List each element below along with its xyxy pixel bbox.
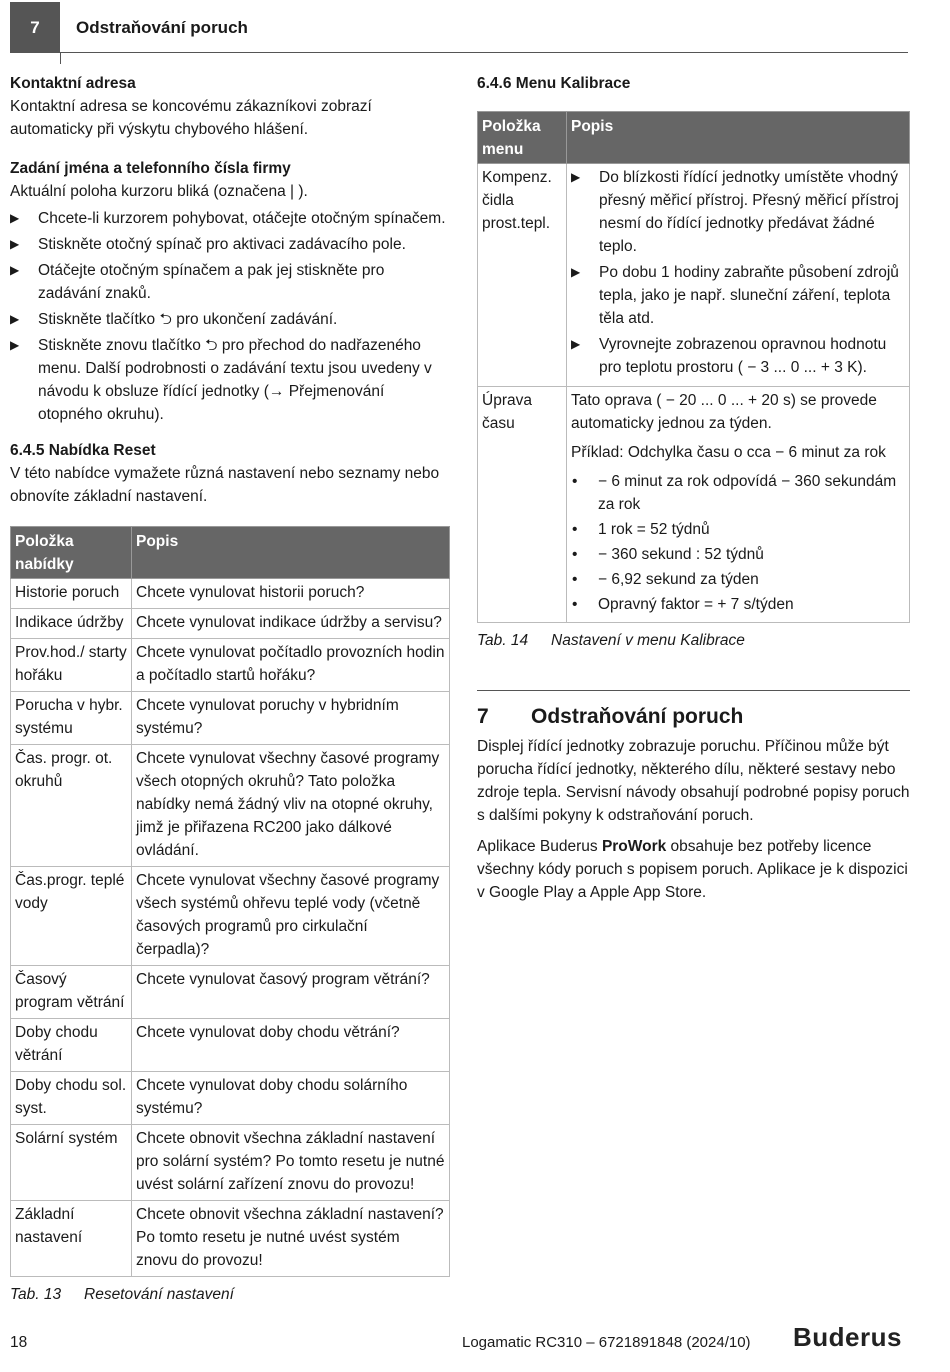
table-row [11, 966, 450, 1019]
header-tick [60, 52, 61, 64]
page-number: 18 [10, 1334, 28, 1351]
reset-intro: V této nabídce vymažete různá nastavení nebo seznamy nebo obnovíte základní nastavení. [10, 465, 440, 505]
reset-col-item: Položka nabídky [11, 527, 132, 579]
reset-item-cell: Doby chodu větrání [11, 1019, 132, 1072]
calib-example-list [571, 470, 905, 616]
reset-desc-cell: Chcete obnovit všechna základní nastavení? Po tomto resetu je nutné uvést systém znovu do provozu! [132, 1201, 450, 1277]
chapter-rule [477, 690, 910, 691]
calib-row1-item: Kompenz. čidla prost.tepl. [478, 164, 567, 387]
reset-desc-cell: Chcete vynulovat časový program větrání? [132, 966, 450, 1019]
list-item: • Opravný faktor = + 7 s/týden [572, 596, 794, 613]
calibration-table-caption: Tab. 14 Nastavení v menu Kalibrace [477, 632, 745, 649]
reset-table [10, 526, 450, 1277]
contact-text: Kontaktní adresa se koncovému zákazníkovi zobrazí automaticky při výskytu chybového hlášení. [10, 98, 372, 138]
list-item: • 1 rok = 52 týdnů [572, 521, 710, 538]
calibration-table [477, 111, 910, 623]
list-item: • − 6 minut za rok odpovídá − 360 sekundám za rok [572, 473, 897, 513]
reset-desc-cell: Chcete vynulovat všechny časové programy všech systémů ohřevu teplé vody (včetně časových programů pro cirkulační čerpadla)? [132, 867, 450, 966]
reset-item-cell: Čas. progr. ot. okruhů [11, 745, 132, 867]
reset-desc-cell: Chcete vynulovat doby chodu solárního systému? [132, 1072, 450, 1125]
triangle-right-icon: ▶ [10, 338, 20, 352]
right-column [477, 72, 910, 904]
reset-heading: 6.4.5 Nabídka Reset [10, 442, 156, 459]
calibration-heading: 6.4.6 Menu Kalibrace [477, 75, 631, 92]
table-row [11, 639, 450, 692]
list-item: • − 360 sekund : 52 týdnů [572, 546, 764, 563]
chapter-header-title: Odstraňování poruch [76, 18, 248, 37]
reset-item-cell: Doby chodu sol. syst. [11, 1072, 132, 1125]
reset-col-desc: Popis [132, 527, 450, 579]
name-text: Aktuální poloha kurzoru bliká (označena | ). [10, 183, 308, 200]
contact-heading: Kontaktní adresa [10, 75, 136, 92]
reset-item-cell: Prov.hod./ starty hořáku [11, 639, 132, 692]
table-row [11, 609, 450, 639]
triangle-right-icon: ▶ [10, 237, 20, 251]
table-row [11, 745, 450, 867]
header-rule [10, 52, 908, 53]
step-item: ▶ Do blízkosti řídící jednotky umístěte vhodný přesný měřicí přístroj. Přesný měřicí přístroj nesmí do řídící jednotky předávat žádné teplo. [571, 166, 905, 258]
reset-item-cell: Čas.progr. teplé vody [11, 867, 132, 966]
table-row [478, 164, 910, 387]
step-item: ▶ Stiskněte tlačítko ⮌ pro ukončení zadávání. [10, 308, 450, 331]
table-row [478, 387, 910, 623]
step-item: ▶ Otáčejte otočným spínačem a pak jej stiskněte pro zadávání znaků. [10, 259, 450, 305]
table-row [11, 1201, 450, 1277]
reset-desc-cell: Chcete vynulovat poruchy v hybridním systému? [132, 692, 450, 745]
step-item: ▶ Stiskněte znovu tlačítko ⮌ pro přechod do nadřazeného menu. Další podrobnosti o zadávání textu jsou uvedeny v návodu k obsluze řídící jednotky (→ Přejmenování otopného okruhu). [10, 334, 450, 426]
calib-col-item: Položka menu [478, 112, 567, 164]
chapter-heading: 7 Odstraňování poruch [477, 705, 744, 728]
chapter-paragraph-1: Displej řídící jednotky zobrazuje poruchu. Příčinou může být porucha řídící jednotky, některého dílu, některé sestavy nebo zdroje tepla. Servisní návody obsahují podrobné popisy poruch s dalšími pokyny k odstraňování poruch. [477, 738, 910, 824]
name-heading: Zadání jména a telefonního čísla firmy [10, 160, 291, 177]
chapter-number-box: 7 [10, 2, 60, 52]
triangle-right-icon: ▶ [571, 265, 581, 279]
triangle-right-icon: ▶ [571, 170, 581, 184]
reset-item-cell: Indikace údržby [11, 609, 132, 639]
reset-desc-cell: Chcete vynulovat všechny časové programy všech otopných okruhů? Tato položka nabídky nemá žádný vliv na otopné okruhy, jimž je přiřazena RC200 jako dálkové ovládání. [132, 745, 450, 867]
table-row [11, 867, 450, 966]
triangle-right-icon: ▶ [10, 211, 20, 225]
table-row [11, 1125, 450, 1201]
reset-desc-cell: Chcete vynulovat doby chodu větrání? [132, 1019, 450, 1072]
left-column [10, 72, 450, 1306]
table-row [11, 692, 450, 745]
reset-item-cell: Základní nastavení [11, 1201, 132, 1277]
table-row [11, 1019, 450, 1072]
reset-desc-cell: Chcete obnovit všechna základní nastavení pro solární systém? Po tomto resetu je nutné uvést solární zařízení znovu do provozu! [132, 1125, 450, 1201]
calib-col-desc: Popis [567, 112, 910, 164]
step-item: ▶ Chcete-li kurzorem pohybovat, otáčejte otočným spínačem. [10, 207, 450, 230]
brand-logo: Buderus [793, 1322, 902, 1352]
table-row [11, 1072, 450, 1125]
reset-item-cell: Historie poruch [11, 579, 132, 609]
calib-steps [571, 166, 905, 379]
reset-table-caption: Tab. 13 Resetování nastavení [10, 1286, 234, 1303]
triangle-right-icon: ▶ [571, 337, 581, 351]
reset-item-cell: Časový program větrání [11, 966, 132, 1019]
reset-item-cell: Solární systém [11, 1125, 132, 1201]
reset-item-cell: Porucha v hybr. systému [11, 692, 132, 745]
reset-desc-cell: Chcete vynulovat indikace údržby a servisu? [132, 609, 450, 639]
triangle-right-icon: ▶ [10, 263, 20, 277]
calib-row2-example: Příklad: Odchylka času o cca − 6 minut za rok [571, 444, 886, 461]
reset-desc-cell: Chcete vynulovat počítadlo provozních hodin a počítadlo startů hořáku? [132, 639, 450, 692]
triangle-right-icon: ▶ [10, 312, 20, 326]
reset-desc-cell: Chcete vynulovat historii poruch? [132, 579, 450, 609]
chapter-paragraph-2: Aplikace Buderus ProWork obsahuje bez potřeby licence všechny kódy poruch s popisem poruch. Aplikace je k dispozici v Google Play a Apple App Store. [477, 838, 908, 901]
step-item: ▶ Po dobu 1 hodiny zabraňte působení zdrojů tepla, jako je např. sluneční záření, teplota těla atd. [571, 261, 905, 330]
step-item: ▶ Vyrovnejte zobrazenou opravnou hodnotu pro teplotu prostoru ( − 3 ... 0 ... + 3 K). [571, 333, 905, 379]
calib-row2-item: Úprava času [478, 387, 567, 623]
list-item: • − 6,92 sekund za týden [572, 571, 759, 588]
table-row [11, 579, 450, 609]
steps-list [10, 207, 450, 426]
document-id: Logamatic RC310 – 6721891848 (2024/10) [462, 1334, 751, 1351]
step-item: ▶ Stiskněte otočný spínač pro aktivaci zadávacího pole. [10, 233, 450, 256]
calib-row2-text: Tato oprava ( − 20 ... 0 ... + 20 s) se provede automaticky jednou za týden. [571, 392, 877, 432]
